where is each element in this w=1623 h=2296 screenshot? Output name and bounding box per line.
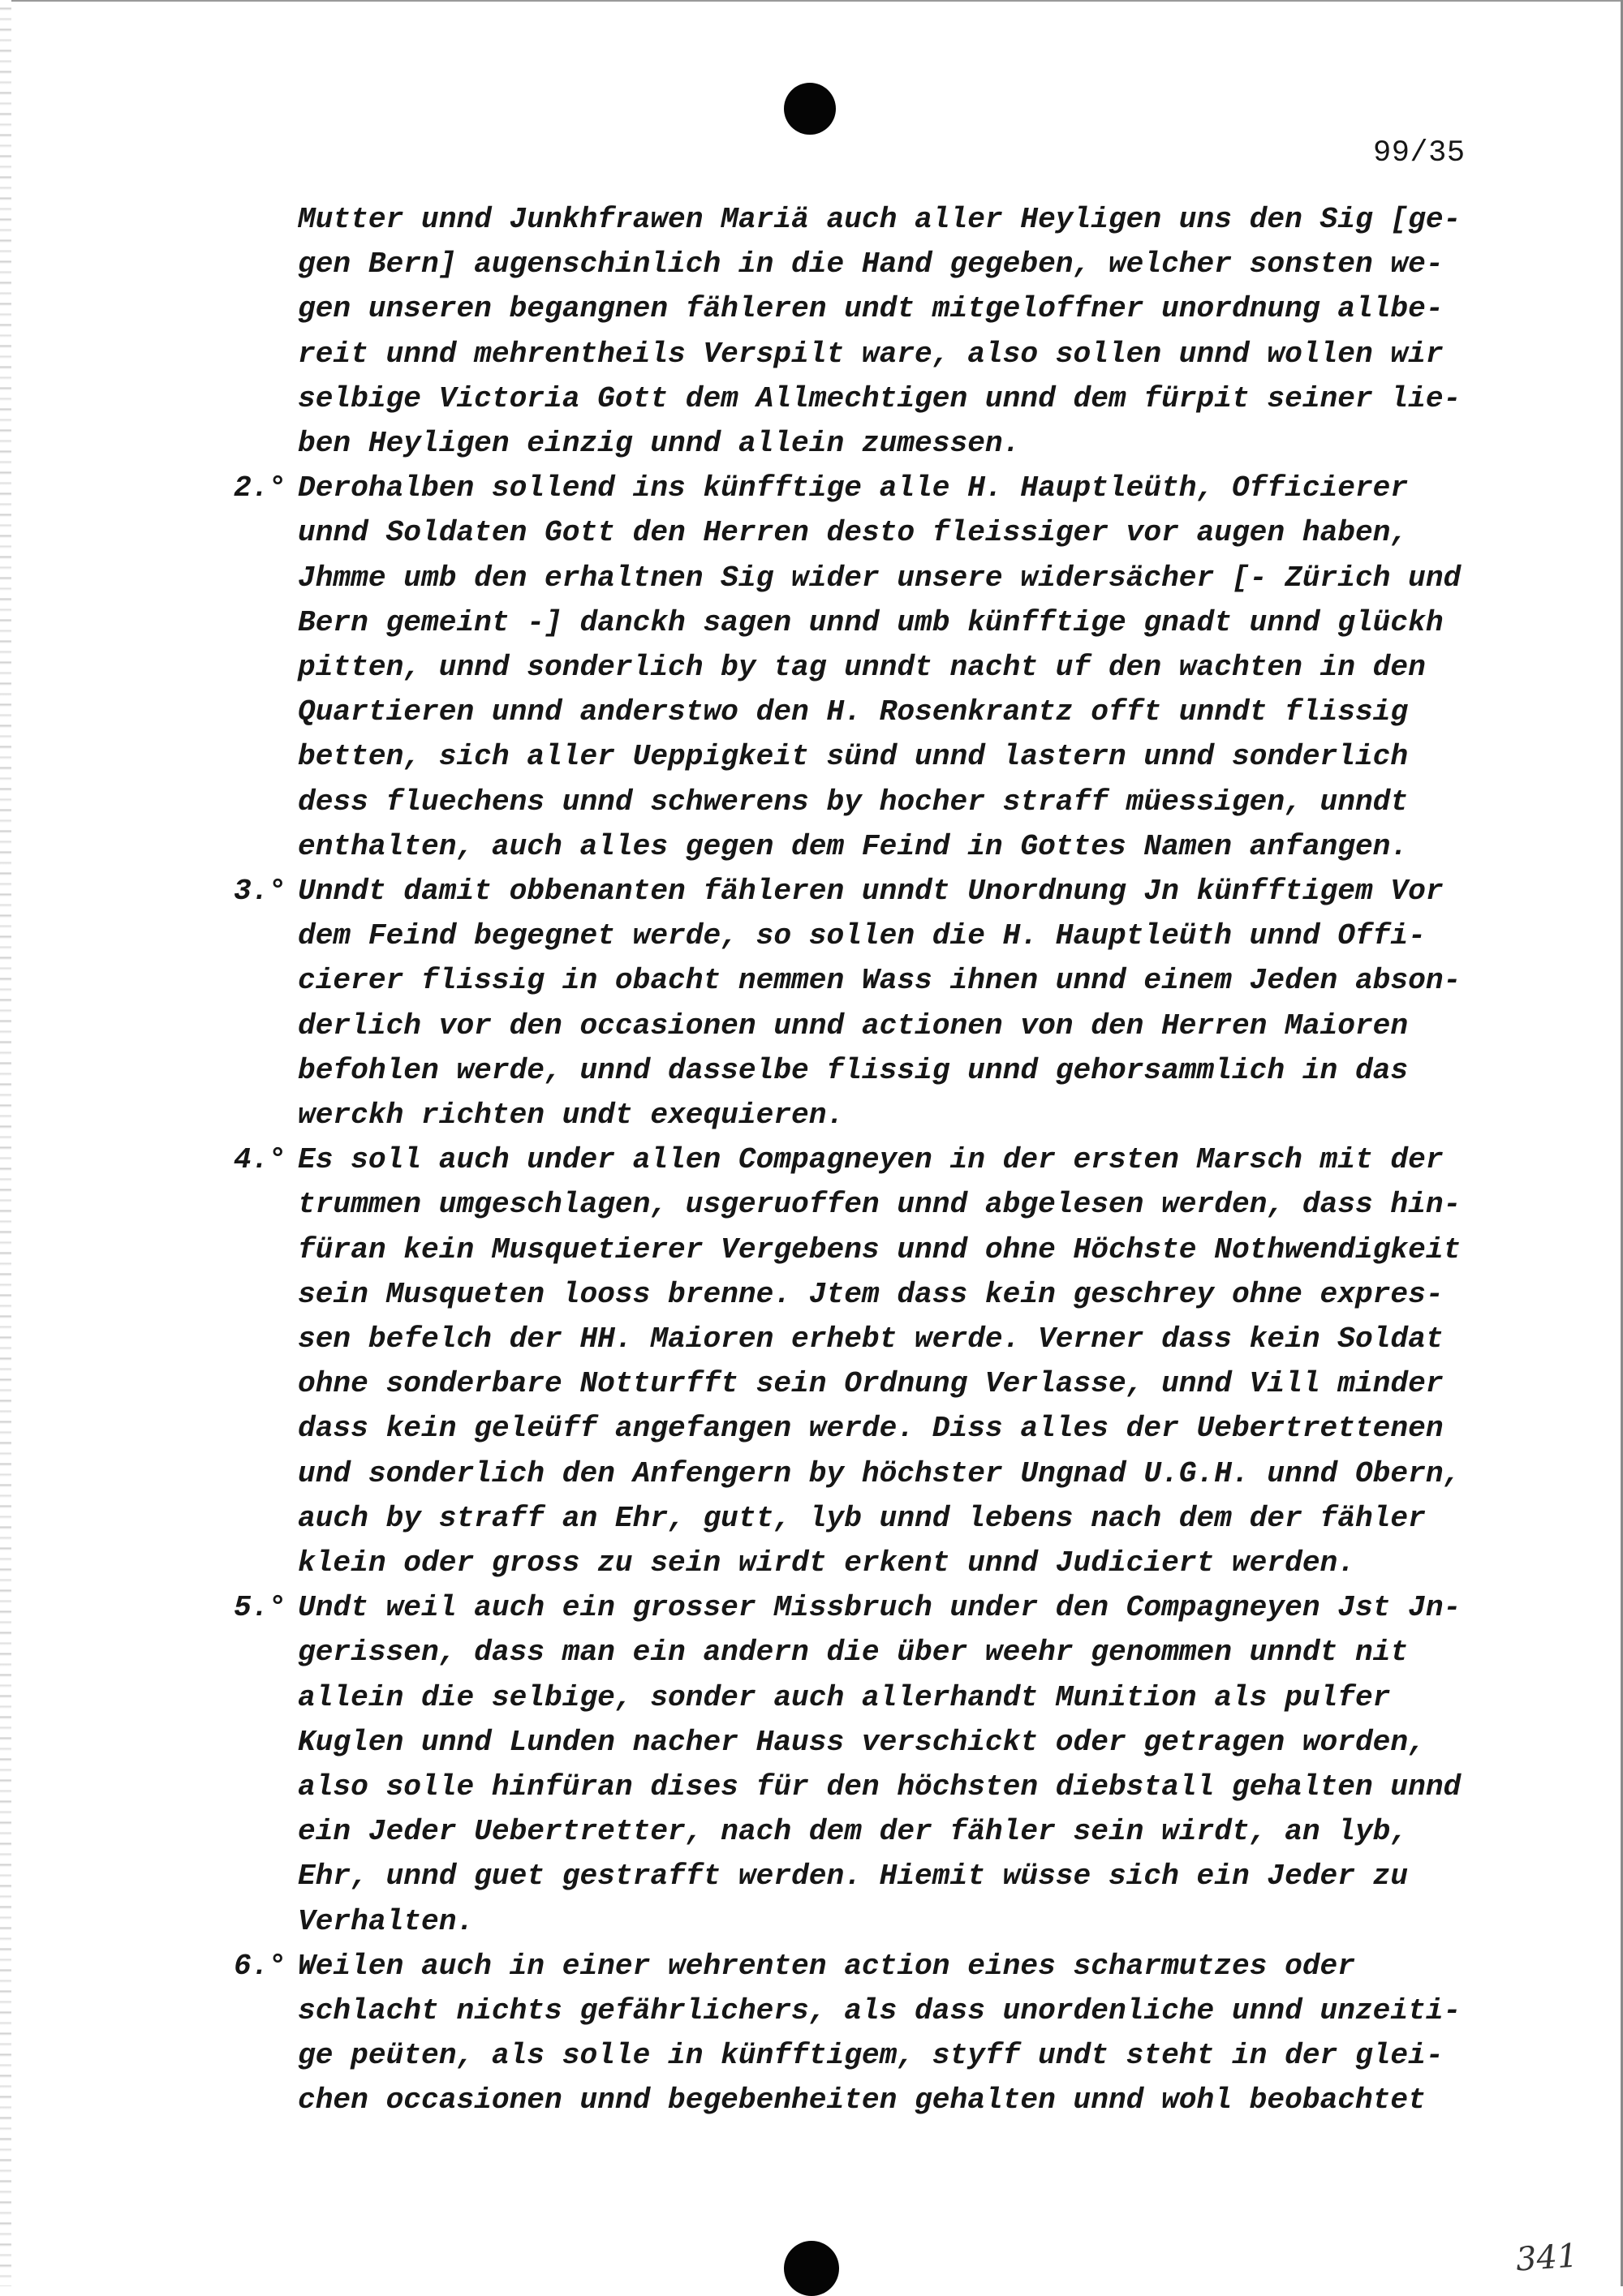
- line-text: werckh richten undt exequieren.: [298, 1099, 845, 1132]
- text-line: [0, 1361, 1623, 1406]
- text-line: [0, 1228, 1623, 1272]
- line-text: auch by straff an Ehr, gutt, lyb unnd lebens nach dem der fähler: [298, 1502, 1426, 1535]
- paragraph-number: 3.°: [234, 875, 287, 908]
- text-line: [0, 1272, 1623, 1317]
- line-text: cierer flissig in obacht nemmen Wass ihnen unnd einem Jeden abson-: [298, 964, 1462, 997]
- line-text: ge peüten, als solle in künfftigem, styff undt steht in der glei-: [298, 2039, 1444, 2072]
- text-line: [0, 510, 1623, 555]
- line-text: Weilen auch in einer wehrenten action eines scharmutzes oder: [298, 1950, 1355, 1983]
- line-text: derlich vor den occasionen unnd actionen von den Herren Maioren: [298, 1009, 1409, 1043]
- paragraph-number: 4.°: [234, 1143, 287, 1176]
- line-text: Verhalten.: [298, 1905, 475, 1938]
- line-text: allein die selbige, sonder auch allerhandt Munition als pulfer: [298, 1681, 1391, 1714]
- text-line: [0, 2033, 1623, 2078]
- text-line: [0, 1182, 1623, 1227]
- text-line: [0, 1093, 1623, 1137]
- text-line: [0, 734, 1623, 779]
- text-line: [0, 1944, 1623, 1989]
- text-line: [0, 376, 1623, 421]
- line-text: enthalten, auch alles gegen dem Feind in Gottes Namen anfangen.: [298, 830, 1409, 863]
- text-line: [0, 1899, 1623, 1944]
- paragraph-number: 5.°: [234, 1591, 287, 1624]
- text-line: [0, 1675, 1623, 1720]
- text-line: [0, 1451, 1623, 1496]
- line-text: selbige Victoria Gott dem Allmechtigen unnd dem fürpit seiner lie-: [298, 382, 1462, 415]
- text-line: [0, 2078, 1623, 2122]
- text-line: [0, 1765, 1623, 1809]
- line-text: pitten, unnd sonderlich by tag unndt nacht uf den wachten in den: [298, 651, 1426, 684]
- text-line: [0, 197, 1623, 242]
- line-text: Undt weil auch ein grosser Missbruch under den Compagneyen Jst Jn-: [298, 1591, 1462, 1624]
- punch-hole-bottom: [784, 2241, 839, 2296]
- line-text: sein Musqueten looss brenne. Jtem dass kein geschrey ohne expres-: [298, 1278, 1444, 1311]
- text-line: [0, 690, 1623, 734]
- paragraph-number: 6.°: [234, 1950, 287, 1983]
- line-text: chen occasionen unnd begebenheiten gehalten unnd wohl beobachtet: [298, 2083, 1426, 2117]
- line-text: betten, sich aller Ueppigkeit sünd unnd lastern unnd sonderlich: [298, 740, 1409, 773]
- text-line: [0, 914, 1623, 958]
- text-line: [0, 1809, 1623, 1854]
- line-text: reit unnd mehrentheils Verspilt ware, also sollen unnd wollen wir: [298, 338, 1444, 371]
- text-line: [0, 1630, 1623, 1675]
- text-line: [0, 958, 1623, 1003]
- line-text: Unndt damit obbenanten fähleren unndt Unordnung Jn künfftigem Vor: [298, 875, 1444, 908]
- line-text: befohlen werde, unnd dasselbe flissig unnd gehorsammlich in das: [298, 1054, 1409, 1087]
- text-line: [0, 600, 1623, 645]
- line-text: klein oder gross zu sein wirdt erkent unnd Judiciert werden.: [298, 1546, 1355, 1580]
- text-line: [0, 780, 1623, 824]
- line-text: Derohalben sollend ins künfftige alle H. Hauptleüth, Officierer: [298, 471, 1409, 505]
- line-text: unnd Soldaten Gott den Herren desto fleissiger vor augen haben,: [298, 516, 1409, 549]
- page-number: 99/35: [1373, 136, 1466, 170]
- line-text: Ehr, unnd guet gestrafft werden. Hiemit wüsse sich ein Jeder zu: [298, 1860, 1409, 1893]
- text-line: [0, 1720, 1623, 1765]
- page-top-border: [0, 0, 1623, 2]
- text-line: [0, 421, 1623, 466]
- text-line: [0, 1004, 1623, 1048]
- line-text: dess fluechens unnd schwerens by hocher straff müessigen, unndt: [298, 785, 1409, 819]
- line-text: dass kein geleüff angefangen werde. Diss alles der Uebertrettenen: [298, 1412, 1444, 1445]
- text-line: [0, 1585, 1623, 1630]
- line-text: Es soll auch under allen Compagneyen in der ersten Marsch mit der: [298, 1143, 1444, 1176]
- line-text: ben Heyligen einzig unnd allein zumessen.: [298, 427, 1021, 460]
- text-line: [0, 1048, 1623, 1093]
- text-line: [0, 1406, 1623, 1451]
- line-text: sen befelch der HH. Maioren erhebt werde. Verner dass kein Soldat: [298, 1322, 1444, 1356]
- punch-hole-top: [784, 83, 836, 135]
- handwritten-folio-number: 341: [1514, 2237, 1579, 2279]
- text-line: [0, 869, 1623, 914]
- text-line: [0, 1317, 1623, 1361]
- line-text: gerissen, dass man ein andern die über weehr genommen unndt nit: [298, 1636, 1409, 1669]
- text-line: [0, 1989, 1623, 2033]
- line-text: ein Jeder Uebertretter, nach dem der fähler sein wirdt, an lyb,: [298, 1815, 1409, 1848]
- paragraph-number: 2.°: [234, 471, 287, 505]
- line-text: Mutter unnd Junkhfrawen Mariä auch aller Heyligen uns den Sig [ge-: [298, 203, 1462, 236]
- line-text: und sonderlich den Anfengern by höchster Ungnad U.G.H. unnd Obern,: [298, 1457, 1462, 1490]
- line-text: füran kein Musquetierer Vergebens unnd ohne Höchste Nothwendigkeit: [298, 1233, 1462, 1266]
- text-line: [0, 332, 1623, 376]
- line-text: Bern gemeint -] danckh sagen unnd umb künfftige gnadt unnd glückh: [298, 606, 1444, 639]
- text-line: [0, 556, 1623, 600]
- text-line: [0, 824, 1623, 869]
- line-text: Kuglen unnd Lunden nacher Hauss verschickt oder getragen worden,: [298, 1726, 1426, 1759]
- line-text: Quartieren unnd anderstwo den H. Rosenkrantz offt unndt flissig: [298, 695, 1409, 729]
- text-line: [0, 1496, 1623, 1541]
- text-line: [0, 1137, 1623, 1182]
- line-text: gen Bern] augenschinlich in die Hand gegeben, welcher sonsten we-: [298, 247, 1444, 281]
- text-line: [0, 242, 1623, 286]
- line-text: gen unseren begangnen fähleren undt mitgeloffner unordnung allbe-: [298, 292, 1444, 325]
- line-text: trummen umgeschlagen, usgeruoffen unnd abgelesen werden, dass hin-: [298, 1188, 1462, 1221]
- text-line: [0, 466, 1623, 510]
- text-line: [0, 286, 1623, 331]
- line-text: schlacht nichts gefährlichers, als dass unordenliche unnd unzeiti-: [298, 1994, 1462, 2027]
- text-line: [0, 1854, 1623, 1898]
- line-text: ohne sonderbare Notturfft sein Ordnung Verlasse, unnd Vill minder: [298, 1367, 1444, 1400]
- text-line: [0, 1541, 1623, 1585]
- line-text: also solle hinfüran dises für den höchsten diebstall gehalten unnd: [298, 1770, 1462, 1804]
- line-text: dem Feind begegnet werde, so sollen die H. Hauptleüth unnd Offi-: [298, 919, 1426, 952]
- text-line: [0, 645, 1623, 690]
- line-text: Jhmme umb den erhaltnen Sig wider unsere widersächer [- Zürich und: [298, 561, 1462, 595]
